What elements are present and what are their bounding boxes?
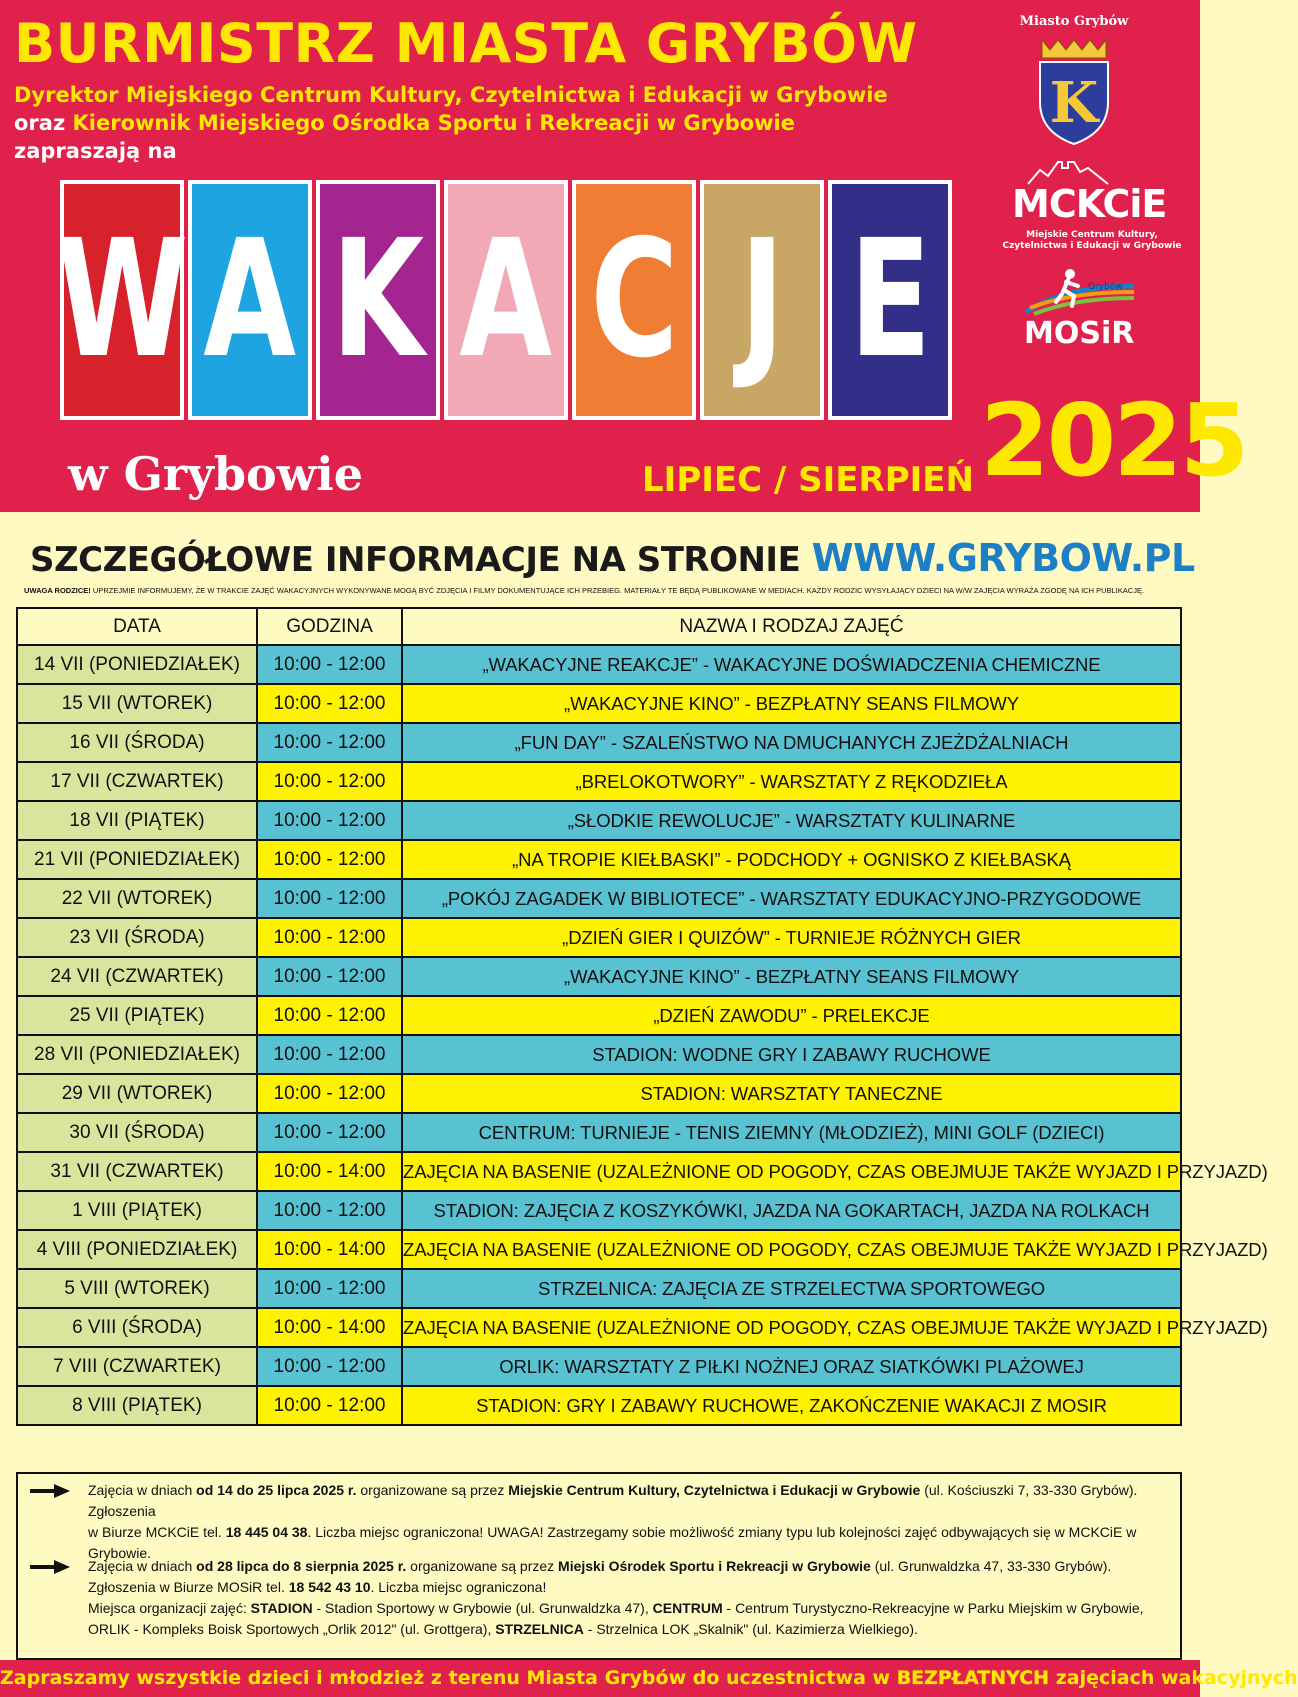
activity-cell: „FUN DAY” - SZALEŃSTWO NA DMUCHANYCH ZJEŻDŻALNIACH (402, 723, 1181, 762)
organizer-line-2-text: Kierownik Miejskiego Ośrodka Sportu i Rekreacji w Grybowie (72, 111, 796, 135)
table-row (17, 1269, 1181, 1308)
table-row (17, 762, 1181, 801)
activity-cell: STADION: ZAJĘCIA Z KOSZYKÓWKI, JAZDA NA GOKARTACH, JAZDA NA ROLKACH (402, 1191, 1181, 1230)
header-time: GODZINA (257, 608, 402, 645)
time-cell: 10:00 - 12:00 (257, 1035, 402, 1074)
time-cell: 10:00 - 14:00 (257, 1308, 402, 1347)
organizer-line-3: zapraszają na (14, 139, 177, 163)
mosir-logo (1018, 268, 1138, 358)
runner-icon (1026, 268, 1136, 316)
organizer-title: BURMISTRZ MIASTA GRYBÓW (14, 12, 918, 75)
time-cell: 10:00 - 12:00 (257, 723, 402, 762)
activity-cell: STADION: GRY I ZABAWY RUCHOWE, ZAKOŃCZENIE WAKACJI Z MOSIR (402, 1386, 1181, 1425)
time-cell: 10:00 - 12:00 (257, 1269, 402, 1308)
activity-cell: „SŁODKIE REWOLUCJE” - WARSZTATY KULINARNE (402, 801, 1181, 840)
parents-notice: UWAGA RODZICE! UPRZEJMIE INFORMUJEMY, ŻE W TRAKCIE ZAJĘĆ WAKACYJNYCH WYKONYWANE MOGĄ BYĆ ZDJĘCIA I FILMY DOKUMENTUJĄCE ICH PRZEBIEG. MATERIAŁY TE BĘDĄ PUBLIKOWANE W MEDIACH. KAŻDY RODZIC WYSYŁAJĄCY DZIECI NA W/W ZAJĘCIA WYRAŻA ZGODĘ NA ICH PUBLIKACJĘ. (24, 586, 1145, 595)
letter-tile: W (60, 180, 184, 420)
time-cell: 10:00 - 12:00 (257, 1113, 402, 1152)
table-row (17, 645, 1181, 684)
activity-cell: „DZIEŃ GIER I QUIZÓW” - TURNIEJE RÓŻNYCH GIER (402, 918, 1181, 957)
letter-tile: A (444, 180, 568, 420)
activity-cell: STADION: WARSZTATY TANECZNE (402, 1074, 1181, 1113)
arrow-right-icon (30, 1483, 70, 1499)
date-cell: 24 VII (CZWARTEK) (17, 957, 257, 996)
time-cell: 10:00 - 12:00 (257, 957, 402, 996)
date-cell: 1 VIII (PIĄTEK) (17, 1191, 257, 1230)
free-highlight: BEZPŁATNYCH (896, 1667, 1050, 1689)
table-row (17, 996, 1181, 1035)
table-row (17, 1113, 1181, 1152)
crest-caption: Miasto Grybów (1019, 14, 1129, 29)
table-row (17, 1386, 1181, 1425)
header-activity: NAZWA I RODZAJ ZAJĘĆ (402, 608, 1181, 645)
time-cell: 10:00 - 12:00 (257, 1386, 402, 1425)
date-cell: 18 VII (PIĄTEK) (17, 801, 257, 840)
letter-tile: A (188, 180, 312, 420)
mckcie-name: MCKCiE (1012, 182, 1167, 226)
letter-tile: C (572, 180, 696, 420)
city-label: w Grybowie (68, 447, 364, 501)
header-banner (0, 0, 1247, 512)
activity-cell: ZAJĘCIA NA BASENIE (UZALEŻNIONE OD POGODY, CZAS OBEJMUJE TAKŻE WYJAZD I PRZYJAZD) (402, 1152, 1181, 1191)
table-row (17, 801, 1181, 840)
table-row (17, 1035, 1181, 1074)
date-cell: 28 VII (PONIEDZIAŁEK) (17, 1035, 257, 1074)
date-cell: 17 VII (CZWARTEK) (17, 762, 257, 801)
table-row (17, 957, 1181, 996)
date-cell: 7 VIII (CZWARTEK) (17, 1347, 257, 1386)
activity-cell: „WAKACYJNE REAKCJE” - WAKACYJNE DOŚWIADCZENIA CHEMICZNE (402, 645, 1181, 684)
date-cell: 16 VII (ŚRODA) (17, 723, 257, 762)
organizer-line-2-prefix: oraz (14, 111, 66, 135)
svg-text:K: K (1049, 70, 1099, 136)
note-mosir: Zajęcia w dniach od 28 lipca do 8 sierpnia 2025 r. organizowane są przez Miejski Ośrodek Sportu i Rekreacji w Grybowie (ul. Grunwaldzka 47, 33-330 Grybów). Zgłoszenia w Biurze MOSiR tel. 18 542 43 10. Liczba miejsc ograniczona! Miejsca organizacji zajęć: STADION - Stadion Sportowy w Grybowie (ul. Grunwaldzka 47), CENTRUM - Centrum Turystyczno-Rekreacyjne w Parku Miejskim w Grybowie, ORLIK - Kompleks Boisk Sportowych „Orlik 2012" (ul. Grottgera), STRZELNICA - Strzelnica LOK „Skalnik" (ul. Kazimierza Wielkiego). (30, 1556, 1170, 1640)
time-cell: 10:00 - 12:00 (257, 996, 402, 1035)
activity-cell: „DZIEŃ ZAWODU” - PRELEKCJE (402, 996, 1181, 1035)
time-cell: 10:00 - 14:00 (257, 1230, 402, 1269)
mckcie-subtitle: Miejskie Centrum Kultury, Czytelnictwa i Edukacji w Grybowie (1002, 230, 1182, 251)
city-crest-logo (1014, 14, 1134, 154)
date-cell: 14 VII (PONIEDZIAŁEK) (17, 645, 257, 684)
table-row (17, 1230, 1181, 1269)
time-cell: 10:00 - 12:00 (257, 918, 402, 957)
crest-icon (1036, 36, 1112, 146)
notes-box (16, 1472, 1182, 1660)
letter-tile: K (316, 180, 440, 420)
date-cell: 6 VIII (ŚRODA) (17, 1308, 257, 1347)
activity-cell: „BRELOKOTWORY” - WARSZTATY Z RĘKODZIEŁA (402, 762, 1181, 801)
table-row (17, 918, 1181, 957)
table-row (17, 1191, 1181, 1230)
date-cell: 23 VII (ŚRODA) (17, 918, 257, 957)
time-cell: 10:00 - 12:00 (257, 1191, 402, 1230)
table-row (17, 1347, 1181, 1386)
schedule-table (16, 607, 1268, 1426)
activity-cell: CENTRUM: TURNIEJE - TENIS ZIEMNY (MŁODZIEŻ), MINI GOLF (DZIECI) (402, 1113, 1181, 1152)
date-cell: 8 VIII (PIĄTEK) (17, 1386, 257, 1425)
months-label: LIPIEC / SIERPIEŃ (642, 460, 974, 500)
info-headline: SZCZEGÓŁOWE INFORMACJE NA STRONIE WWW.GRYBOW.PL (30, 536, 1195, 580)
date-cell: 30 VII (ŚRODA) (17, 1113, 257, 1152)
mckcie-logo (1002, 160, 1182, 260)
table-row (17, 1074, 1181, 1113)
date-cell: 29 VII (WTOREK) (17, 1074, 257, 1113)
header-date: DATA (17, 608, 257, 645)
organizer-line-2 (14, 110, 795, 136)
schedule-body (17, 645, 1268, 1425)
table-row (17, 840, 1181, 879)
time-cell: 10:00 - 12:00 (257, 645, 402, 684)
date-cell: 21 VII (PONIEDZIAŁEK) (17, 840, 257, 879)
time-cell: 10:00 - 12:00 (257, 684, 402, 723)
time-cell: 10:00 - 12:00 (257, 1074, 402, 1113)
time-cell: 10:00 - 12:00 (257, 879, 402, 918)
website-link[interactable]: WWW.GRYBOW.PL (811, 536, 1195, 580)
table-row (17, 1152, 1181, 1191)
date-cell: 25 VII (PIĄTEK) (17, 996, 257, 1035)
time-cell: 10:00 - 12:00 (257, 762, 402, 801)
time-cell: 10:00 - 12:00 (257, 801, 402, 840)
activity-cell: STRZELNICA: ZAJĘCIA ZE STRZELECTWA SPORTOWEGO (402, 1269, 1181, 1308)
table-row (17, 723, 1181, 762)
year-label: 2025 (980, 382, 1247, 499)
activity-cell: „NA TROPIE KIEŁBASKI” - PODCHODY + OGNISKO Z KIEŁBASKĄ (402, 840, 1181, 879)
activity-cell: „WAKACYJNE KINO” - BEZPŁATNY SEANS FILMOWY (402, 684, 1181, 723)
activity-cell: ZAJĘCIA NA BASENIE (UZALEŻNIONE OD POGODY, CZAS OBEJMUJE TAKŻE WYJAZD I PRZYJAZD) (402, 1308, 1181, 1347)
table-row (17, 684, 1181, 723)
wakacje-tiles (55, 180, 960, 420)
date-cell: 15 VII (WTOREK) (17, 684, 257, 723)
time-cell: 10:00 - 14:00 (257, 1152, 402, 1191)
table-header (17, 608, 1181, 645)
date-cell: 22 VII (WTOREK) (17, 879, 257, 918)
activity-cell: „POKÓJ ZAGADEK W BIBLIOTECE” - WARSZTATY EDUKACYJNO-PRZYGODOWE (402, 879, 1181, 918)
activity-cell: STADION: WODNE GRY I ZABAWY RUCHOWE (402, 1035, 1181, 1074)
letter-tile: E (828, 180, 952, 420)
note-mckcie: Zajęcia w dniach od 14 do 25 lipca 2025 r. organizowane są przez Miejskie Centrum Kultury, Czytelnictwa i Edukacji w Grybowie (ul. Kościuszki 7, 33-330 Grybów). Zgłoszenia w Biurze MCKCiE tel. 18 445 04 38. Liczba miejsc ograniczona! UWAGA! Zastrzegamy sobie możliwość zmiany typu lub kolejności zajęć odbywających się w MCKCiE w Grybowie. (30, 1480, 1170, 1564)
activity-cell: ORLIK: WARSZTATY Z PIŁKI NOŻNEJ ORAZ SIATKÓWKI PLAŻOWEJ (402, 1347, 1181, 1386)
date-cell: 31 VII (CZWARTEK) (17, 1152, 257, 1191)
time-cell: 10:00 - 12:00 (257, 1347, 402, 1386)
time-cell: 10:00 - 12:00 (257, 840, 402, 879)
date-cell: 5 VIII (WTOREK) (17, 1269, 257, 1308)
letter-tile: J (700, 180, 824, 420)
table-row (17, 879, 1181, 918)
arrow-right-icon (30, 1559, 70, 1575)
mosir-name: MOSiR (1024, 316, 1135, 351)
date-cell: 4 VIII (PONIEDZIAŁEK) (17, 1230, 257, 1269)
activity-cell: ZAJĘCIA NA BASENIE (UZALEŻNIONE OD POGODY, CZAS OBEJMUJE TAKŻE WYJAZD I PRZYJAZD) (402, 1230, 1181, 1269)
organizer-line-1: Dyrektor Miejskiego Centrum Kultury, Czytelnictwa i Edukacji w Grybowie (14, 83, 888, 107)
table-row (17, 1308, 1181, 1347)
mosir-city: Grybów (1088, 282, 1123, 292)
footer-banner: Zapraszamy wszystkie dzieci i młodzież z terenu Miasta Grybów do uczestnictwa w BEZPŁATNYCH zajęciach wakacyjnych (0, 1660, 1200, 1697)
activity-cell: „WAKACYJNE KINO” - BEZPŁATNY SEANS FILMOWY (402, 957, 1181, 996)
